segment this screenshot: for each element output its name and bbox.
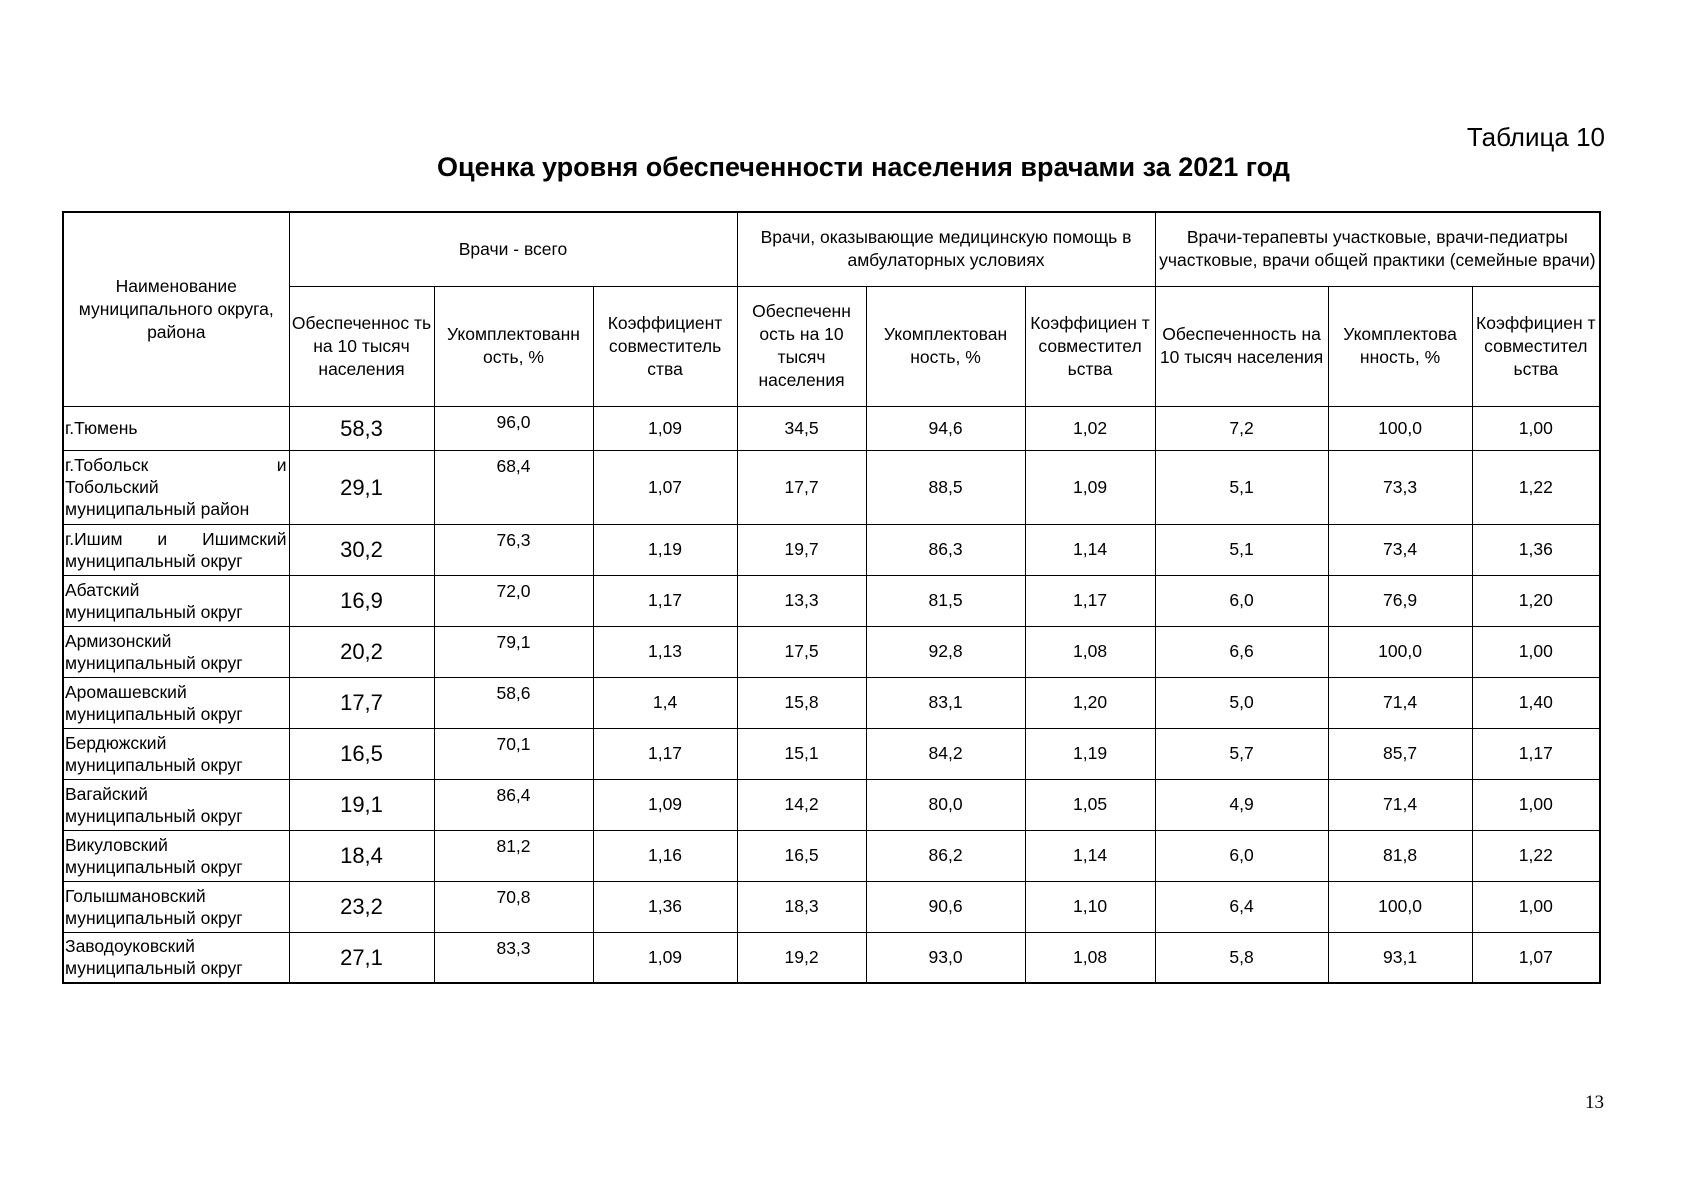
cell-value: 68,4: [434, 450, 593, 524]
header-sub-staffing: Укомплектован ность, %: [866, 286, 1025, 406]
cell-value: 1,36: [1472, 524, 1600, 575]
row-name-line: муниципальный округ: [65, 907, 243, 928]
cell-value: 5,7: [1155, 728, 1328, 779]
cell-value: 1,00: [1472, 881, 1600, 932]
cell-value: 96,0: [434, 406, 593, 450]
cell-value: 34,5: [737, 406, 866, 450]
cell-value: 15,8: [737, 677, 866, 728]
cell-value: 5,0: [1155, 677, 1328, 728]
cell-value: 1,07: [1472, 932, 1600, 983]
cell-value: 29,1: [289, 450, 434, 524]
cell-value: 86,4: [434, 779, 593, 830]
cell-value: 17,7: [289, 677, 434, 728]
cell-value: 81,2: [434, 830, 593, 881]
page-number: 13: [1585, 1092, 1604, 1113]
row-name: [63, 779, 289, 830]
cell-value: 1,20: [1472, 575, 1600, 626]
row-name-line: Армизонский: [65, 630, 172, 651]
cell-value: 1,00: [1472, 779, 1600, 830]
cell-value: 19,7: [737, 524, 866, 575]
cell-value: 23,2: [289, 881, 434, 932]
cell-value: 1,09: [1025, 450, 1155, 524]
table-row: [63, 450, 1600, 524]
header-sub-provision: Обеспеченнос ть на 10 тысяч населения: [289, 286, 434, 406]
table-row: [63, 626, 1600, 677]
cell-value: 94,6: [866, 406, 1025, 450]
cell-value: 1,19: [593, 524, 737, 575]
cell-value: 1,07: [593, 450, 737, 524]
row-name: [63, 626, 289, 677]
cell-value: 86,3: [866, 524, 1025, 575]
cell-value: 1,17: [1472, 728, 1600, 779]
cell-value: 7,2: [1155, 406, 1328, 450]
cell-value: 1,14: [1025, 524, 1155, 575]
doctors-table: [62, 211, 1601, 984]
cell-value: 70,8: [434, 881, 593, 932]
cell-value: 71,4: [1328, 677, 1472, 728]
row-name-line: муниципальный округ: [65, 805, 243, 826]
cell-value: 92,8: [866, 626, 1025, 677]
header-sub-coefficient: Коэффициен т совместител ьства: [1472, 286, 1600, 406]
cell-value: 1,08: [1025, 932, 1155, 983]
row-name: [63, 932, 289, 983]
row-name: [63, 524, 289, 575]
cell-value: 93,1: [1328, 932, 1472, 983]
cell-value: 17,7: [737, 450, 866, 524]
row-name-line: Заводоуковский: [65, 936, 195, 957]
cell-value: 16,5: [289, 728, 434, 779]
row-name: [63, 830, 289, 881]
cell-value: 5,1: [1155, 450, 1328, 524]
row-name-line: муниципальный округ: [65, 703, 243, 724]
cell-value: 4,9: [1155, 779, 1328, 830]
cell-value: 5,1: [1155, 524, 1328, 575]
cell-value: 1,10: [1025, 881, 1155, 932]
row-name-line: Викуловский: [65, 834, 168, 855]
cell-value: 81,8: [1328, 830, 1472, 881]
cell-value: 1,02: [1025, 406, 1155, 450]
cell-value: 1,09: [593, 406, 737, 450]
row-name: [63, 677, 289, 728]
cell-value: 17,5: [737, 626, 866, 677]
table-row: [63, 932, 1600, 983]
row-name-line: г.Тобольск и: [65, 455, 287, 475]
header-sub-provision: Обеспеченность на 10 тысяч населения: [1155, 286, 1328, 406]
cell-value: 16,9: [289, 575, 434, 626]
cell-value: 1,09: [593, 932, 737, 983]
cell-value: 1,17: [1025, 575, 1155, 626]
cell-value: 14,2: [737, 779, 866, 830]
cell-value: 72,0: [434, 575, 593, 626]
table-row: [63, 830, 1600, 881]
cell-value: 18,4: [289, 830, 434, 881]
row-name: [63, 881, 289, 932]
cell-value: 73,3: [1328, 450, 1472, 524]
table-row: [63, 406, 1600, 450]
cell-value: 1,36: [593, 881, 737, 932]
cell-value: 84,2: [866, 728, 1025, 779]
cell-value: 81,5: [866, 575, 1025, 626]
table-row: [63, 881, 1600, 932]
row-name-line: муниципальный округ: [65, 856, 243, 877]
row-name-line: муниципальный округ: [65, 652, 243, 673]
cell-value: 86,2: [866, 830, 1025, 881]
table-row: [63, 575, 1600, 626]
cell-value: 5,8: [1155, 932, 1328, 983]
cell-value: 80,0: [866, 779, 1025, 830]
cell-value: 73,4: [1328, 524, 1472, 575]
cell-value: 27,1: [289, 932, 434, 983]
cell-value: 19,2: [737, 932, 866, 983]
header-name-column: Наименование муниципального округа, района: [63, 212, 289, 406]
row-name-line: муниципальный округ: [65, 754, 243, 775]
cell-value: 76,9: [1328, 575, 1472, 626]
table-row: [63, 779, 1600, 830]
row-name-line: г.Ишим и Ишимский: [65, 528, 287, 549]
cell-value: 100,0: [1328, 626, 1472, 677]
cell-value: 1,19: [1025, 728, 1155, 779]
header-group-district-doctors: Врачи-терапевты участковые, врачи-педиатры участковые, врачи общей практики (семейные врачи): [1155, 212, 1600, 286]
header-sub-staffing: Укомплектова нность, %: [1328, 286, 1472, 406]
cell-value: 58,6: [434, 677, 593, 728]
cell-value: 88,5: [866, 450, 1025, 524]
cell-value: 1,22: [1472, 450, 1600, 524]
cell-value: 70,1: [434, 728, 593, 779]
header-sub-staffing: Укомплектованн ость, %: [434, 286, 593, 406]
cell-value: 1,13: [593, 626, 737, 677]
cell-value: 1,14: [1025, 830, 1155, 881]
cell-value: 90,6: [866, 881, 1025, 932]
cell-value: 71,4: [1328, 779, 1472, 830]
cell-value: 20,2: [289, 626, 434, 677]
row-name-line: Бердюжский: [65, 732, 167, 753]
row-name-line: муниципальный район: [65, 499, 250, 519]
document-title: Оценка уровня обеспеченности населения врачами за 2021 год: [437, 152, 1290, 182]
cell-value: 1,20: [1025, 677, 1155, 728]
cell-value: 58,3: [289, 406, 434, 450]
cell-value: 18,3: [737, 881, 866, 932]
cell-value: 1,40: [1472, 677, 1600, 728]
cell-value: 1,05: [1025, 779, 1155, 830]
cell-value: 6,0: [1155, 575, 1328, 626]
row-name-line: муниципальный округ: [65, 958, 243, 979]
cell-value: 6,4: [1155, 881, 1328, 932]
row-name-line: Аромашевский: [65, 681, 187, 702]
cell-value: 1,17: [593, 575, 737, 626]
cell-value: 1,00: [1472, 406, 1600, 450]
table-row: [63, 677, 1600, 728]
row-name-line: Абатский: [65, 579, 140, 600]
row-name: [63, 728, 289, 779]
header-sub-coefficient: Коэффициен т совместител ьства: [1025, 286, 1155, 406]
cell-value: 1,00: [1472, 626, 1600, 677]
cell-value: 1,17: [593, 728, 737, 779]
table-number-label: Таблица 10: [1466, 122, 1605, 152]
header-group-ambulatory: Врачи, оказывающие медицинскую помощь в амбулаторных условиях: [737, 212, 1155, 286]
table-row: [63, 728, 1600, 779]
header-sub-coefficient: Коэффициент совместитель ства: [593, 286, 737, 406]
cell-value: 1,08: [1025, 626, 1155, 677]
cell-value: 30,2: [289, 524, 434, 575]
cell-value: 1,22: [1472, 830, 1600, 881]
row-name: [63, 575, 289, 626]
row-name: г.Тюмень: [63, 406, 289, 450]
row-name-line: муниципальный округ: [65, 550, 243, 571]
row-name-line: Тобольский: [65, 477, 159, 497]
header-group-all-doctors: Врачи - всего: [289, 212, 737, 286]
cell-value: 100,0: [1328, 881, 1472, 932]
row-name: [63, 450, 289, 524]
table-row: [63, 524, 1600, 575]
cell-value: 83,3: [434, 932, 593, 983]
cell-value: 19,1: [289, 779, 434, 830]
cell-value: 15,1: [737, 728, 866, 779]
cell-value: 16,5: [737, 830, 866, 881]
cell-value: 93,0: [866, 932, 1025, 983]
cell-value: 1,4: [593, 677, 737, 728]
row-name-line: Голышмановский: [65, 885, 206, 906]
cell-value: 1,16: [593, 830, 737, 881]
cell-value: 100,0: [1328, 406, 1472, 450]
cell-value: 85,7: [1328, 728, 1472, 779]
cell-value: 83,1: [866, 677, 1025, 728]
cell-value: 76,3: [434, 524, 593, 575]
row-name-line: Вагайский: [65, 783, 148, 804]
cell-value: 79,1: [434, 626, 593, 677]
cell-value: 6,6: [1155, 626, 1328, 677]
cell-value: 1,09: [593, 779, 737, 830]
cell-value: 13,3: [737, 575, 866, 626]
header-sub-provision: Обеспеченн ость на 10 тысяч населения: [737, 286, 866, 406]
cell-value: 6,0: [1155, 830, 1328, 881]
row-name-line: муниципальный округ: [65, 601, 243, 622]
